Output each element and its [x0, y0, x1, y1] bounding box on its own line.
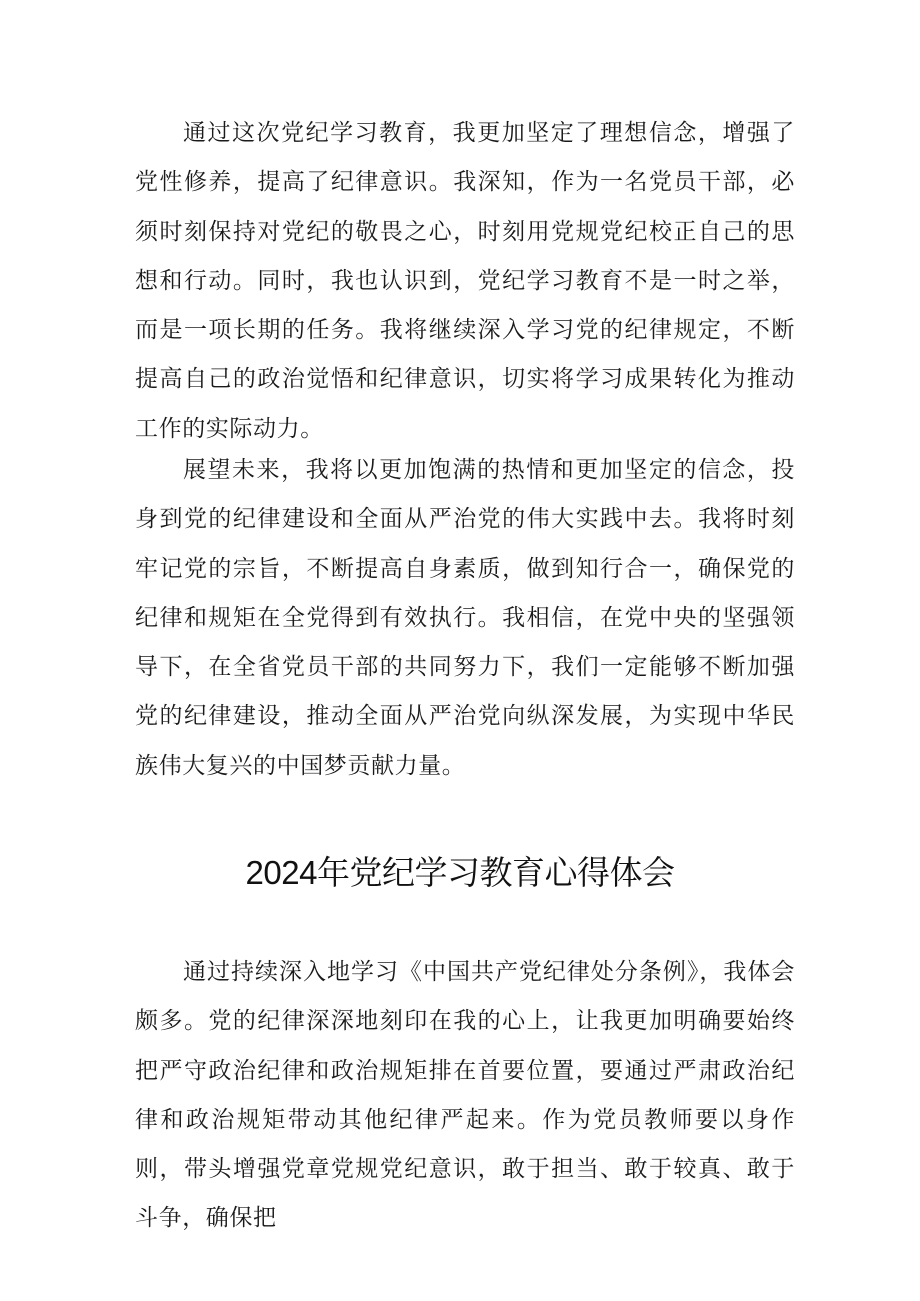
body-paragraph-3: 通过持续深入地学习《中国共产党纪律处分条例》，我体会颇多。党的纪律深深地刻印在我的心上，让我更加明确要始终把严守政治纪律和政治规矩排在首要位置，要通过严肃政治纪律和政治规矩带动其他纪律严起来。作为党员教师要以身作则，带头增强党章党规党纪意识，敢于担当、敢于较真、敢于斗争，确保把: [135, 959, 795, 1232]
body-paragraph-1: 通过这次党纪学习教育，我更加坚定了理想信念，增强了党性修养，提高了纪律意识。我深知，作为一名党员干部，必须时刻保持对党纪的敬畏之心，时刻用党规党纪校正自己的思想和行动。同时，我也认识到，党纪学习教育不是一时之举，而是一项长期的任务。我将继续深入学习党的纪律规定，不断提高自己的政治觉悟和纪律意识，切实将学习成果转化为推动工作的实际动力。: [135, 120, 795, 442]
section-title: 2024年党纪学习教育心得体会: [245, 854, 675, 891]
body-paragraph-2: 展望未来，我将以更加饱满的热情和更加坚定的信念，投身到党的纪律建设和全面从严治党的伟大实践中去。我将时刻牢记党的宗旨，不断提高自身素质，做到知行合一，确保党的纪律和规矩在全党得到有效执行。我相信，在党中央的坚强领导下，在全省党员干部的共同努力下，我们一定能够不断加强党的纪律建设，推动全面从严治党向纵深发展，为实现中华民族伟大复兴的中国梦贡献力量。: [135, 457, 795, 779]
